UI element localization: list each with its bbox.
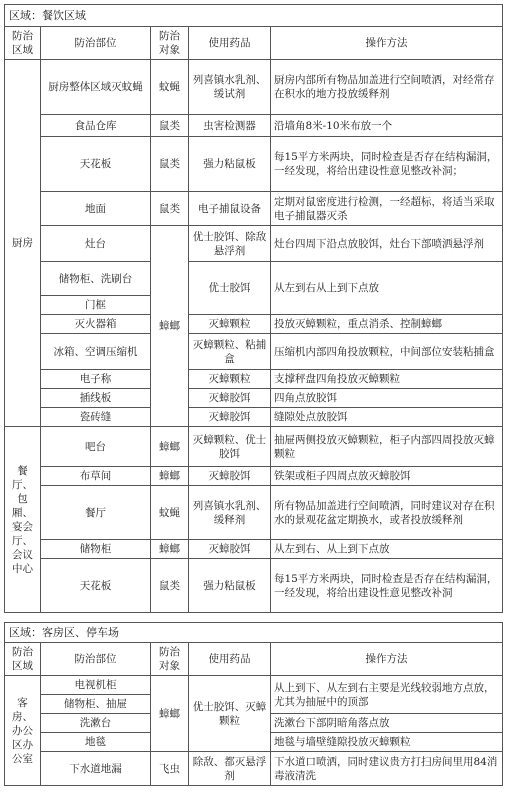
part-cell: 天花板: [41, 559, 151, 613]
drug-cell: 优士胶饵、除敌悬浮剂: [189, 226, 271, 262]
method-cell: 从左到右从上到下点放: [271, 262, 503, 315]
part-cell: 下水道地漏: [41, 752, 151, 786]
method-cell: 压缩机内部四角投放颗粒，中间部位安装粘捕盒: [271, 334, 503, 370]
drug-cell: 列喜镇水乳剂、缓释剂: [189, 486, 271, 540]
target-cell: 蟑螂: [151, 467, 189, 486]
target-cell: 鼠类: [151, 192, 189, 226]
part-cell: 布草间: [41, 467, 151, 486]
region-title: 区域：客房区、停车场: [5, 623, 503, 643]
part-cell: 电视机柜: [41, 676, 151, 695]
part-cell: 厨房整体区域灭蚊蝇: [41, 60, 151, 115]
part-cell: 瓷砖缝: [41, 408, 151, 427]
area-guestroom: 客房、办公区办公室: [5, 676, 41, 786]
target-cell: 蟑螂: [151, 540, 189, 559]
region-title: 区域：餐饮区域: [5, 5, 503, 27]
part-cell: 洗漱台: [41, 714, 151, 733]
target-cell: 鼠类: [151, 559, 189, 613]
part-cell: 地毯: [41, 733, 151, 752]
target-cell: 飞虫: [151, 752, 189, 786]
header-drug: 使用药品: [189, 643, 271, 676]
drug-cell: 强力粘鼠板: [189, 559, 271, 613]
method-cell: 沿墙角8米-10米布放一个: [271, 115, 503, 137]
drug-cell: 灭蟑胶饵: [189, 408, 271, 427]
drug-cell: 虫害检测器: [189, 115, 271, 137]
method-cell: 四角点放胶饵: [271, 389, 503, 408]
header-method: 操作方法: [271, 643, 503, 676]
drug-cell: 灭蟑颗粒: [189, 370, 271, 389]
target-cell: 蟑螂: [151, 427, 189, 467]
drug-cell: 灭蟑颗粒: [189, 315, 271, 334]
method-cell: 抽屉两侧投放灭蟑颗粒，柜子内部四周投放灭蟑颗粒: [271, 427, 503, 467]
drug-cell: 列喜镇水乳剂、缓试剂: [189, 60, 271, 115]
pest-control-table-dining: [4, 4, 503, 613]
method-cell: 洗漱台下部阴暗角落点放: [271, 714, 503, 733]
method-cell: 下水道口喷洒，同时建议贵方打扫房间里用84消毒液清洗: [271, 752, 503, 786]
pest-control-table-guestroom: [4, 622, 503, 786]
part-cell: 插线板: [41, 389, 151, 408]
drug-cell-roach: 优士胶饵、灭蟑颗粒: [189, 676, 271, 752]
target-cell: 蚊蝇: [151, 486, 189, 540]
part-cell: 地面: [41, 192, 151, 226]
target-cell: 鼠类: [151, 137, 189, 192]
header-area: 防治区域: [5, 643, 41, 676]
method-cell: 投放灭蟑颗粒，重点消杀、控制蟑螂: [271, 315, 503, 334]
area-kitchen: 厨房: [5, 60, 41, 427]
header-method: 操作方法: [271, 27, 503, 60]
part-cell: 电子称: [41, 370, 151, 389]
area-dining: 餐厅、包厢、宴会厅、会议中心: [5, 427, 41, 613]
drug-cell: 灭蟑胶饵: [189, 467, 271, 486]
drug-cell: 灭蟑胶饵: [189, 540, 271, 559]
method-cell: 所有物品加盖进行空间喷洒，同时建议对存在积水的景观花盆定期换水，或者投放缓释剂: [271, 486, 503, 540]
method-cell: 地毯与墙壁缝隙投放灭蟑颗粒: [271, 733, 503, 752]
target-cell-roach: 蟑螂: [151, 676, 189, 752]
part-cell: 冰箱、空调压缩机: [41, 334, 151, 370]
part-cell: 门框: [41, 296, 151, 315]
header-target: 防治对象: [151, 27, 189, 60]
header-part: 防治部位: [41, 27, 151, 60]
drug-cell: 灭蟑颗粒、粘捕盒: [189, 334, 271, 370]
method-cell: 每15平方米两块，同时检查是否存在结构漏洞，一经发现，将给出建设性意见整改补洞；: [271, 137, 503, 192]
header-drug: 使用药品: [189, 27, 271, 60]
drug-cell: 强力粘鼠板: [189, 137, 271, 192]
header-target: 防治对象: [151, 643, 189, 676]
method-cell: 厨房内部所有物品加盖进行空间喷洒，对经常存在积水的地方投放缓释剂: [271, 60, 503, 115]
part-cell: 食品仓库: [41, 115, 151, 137]
part-cell: 吧台: [41, 427, 151, 467]
target-cell: 鼠类: [151, 115, 189, 137]
part-cell: 储物柜、洗刷台: [41, 262, 151, 296]
part-cell: 储物柜、抽屉: [41, 695, 151, 714]
header-area: 防治区域: [5, 27, 41, 60]
drug-cell: 除敌、都灭悬浮剂: [189, 752, 271, 786]
method-cell: 每15平方米两块，同时检查是否存在结构漏洞，一经发现，将给出建设性意见整改补洞: [271, 559, 503, 613]
header-part: 防治部位: [41, 643, 151, 676]
drug-cell: 灭蟑颗粒、优士胶饵: [189, 427, 271, 467]
drug-cell: 电子捕鼠设备: [189, 192, 271, 226]
method-cell: 定期对鼠密度进行检测，一经超标，将适当采取电子捕鼠器灭杀: [271, 192, 503, 226]
part-cell: 灶台: [41, 226, 151, 262]
target-cell: 蚊蝇: [151, 60, 189, 115]
method-cell: 支撑秤盘四角投放灭蟑颗粒: [271, 370, 503, 389]
method-cell: 缝隙处点放胶饵: [271, 408, 503, 427]
part-cell: 餐厅: [41, 486, 151, 540]
method-cell: 铁架或柜子四周点放灭蟑胶饵: [271, 467, 503, 486]
target-cell-roach: 蟑螂: [151, 226, 189, 427]
drug-cell: 灭蟑胶饵: [189, 389, 271, 408]
part-cell: 灭火器箱: [41, 315, 151, 334]
method-cell: 灶台四周下沿点放胶饵，灶台下部喷洒悬浮剂: [271, 226, 503, 262]
drug-cell: 优士胶饵: [189, 262, 271, 315]
part-cell: 储物柜: [41, 540, 151, 559]
part-cell: 天花板: [41, 137, 151, 192]
method-cell: 从左到右、从上到下点放: [271, 540, 503, 559]
method-cell: 从上到下、从左到右主要是光线较弱地方点放，尤其为抽屉中的顶部: [271, 676, 503, 714]
